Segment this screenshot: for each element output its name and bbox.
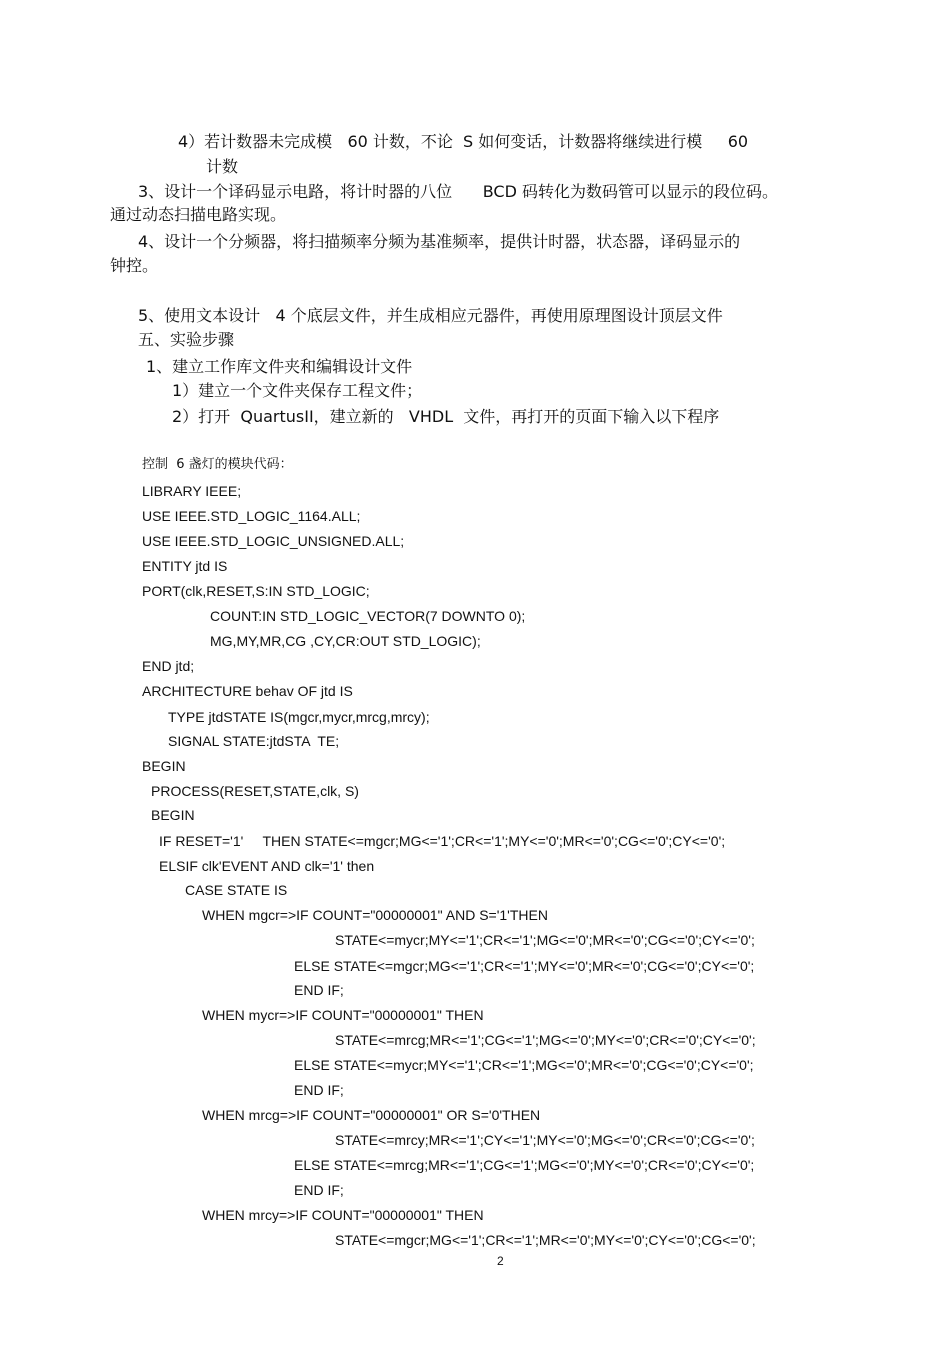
code-line: END IF; (294, 982, 344, 998)
code-line: MG,MY,MR,CG ,CY,CR:OUT STD_LOGIC); (210, 633, 481, 649)
code-line: END IF; (294, 1182, 344, 1198)
code-line: ELSE STATE<=mgcr;MG<='1';CR<='1';MY<='0';MR<='0';CG<='0';CY<='0'; (294, 958, 755, 974)
code-line: ELSE STATE<=mrcg;MR<='1';CG<='1';MG<='0';MY<='0';CR<='0';CY<='0'; (294, 1157, 755, 1173)
code-line: ELSIF clk'EVENT AND clk='1' then (159, 858, 375, 874)
code-line: STATE<=mrcy;MR<='1';CY<='1';MY<='0';MG<='0';CR<='0';CG<='0'; (335, 1132, 755, 1148)
page-number: 2 (497, 1254, 504, 1268)
code-line: ARCHITECTURE behav OF jtd IS (142, 683, 353, 699)
code-line: IF RESET='1' THEN STATE<=mgcr;MG<='1';CR<='1';MY<='0';MR<='0';CG<='0';CY<='0'; (159, 833, 726, 849)
code-line: USE IEEE.STD_LOGIC_1164.ALL; (142, 508, 361, 524)
step-4-line-2: 计数 (206, 157, 239, 176)
code-line: STATE<=mrcg;MR<='1';CG<='1';MG<='0';MY<='0';CR<='0';CY<='0'; (335, 1032, 756, 1048)
code-line: PROCESS(RESET,STATE,clk, S) (151, 783, 359, 799)
code-line: TYPE jtdSTATE IS(mgcr,mycr,mrcg,mrcy); (168, 709, 430, 725)
item-4-line-1: 4、设计一个分频器，将扫描频率分频为基准频率，提供计时器，状态器，译码显示的 (138, 232, 741, 251)
code-line: STATE<=mycr;MY<='1';CR<='1';MG<='0';MR<='0';CG<='0';CY<='0'; (335, 932, 755, 948)
code-line: ENTITY jtd IS (142, 558, 228, 574)
code-line: WHEN mycr=>IF COUNT="00000001" THEN (202, 1007, 484, 1023)
code-line: BEGIN (142, 758, 186, 774)
step-4-line-1: 4）若计数器未完成模 60 计数，不论 S 如何变话，计数器将继续进行模 60 (178, 132, 749, 151)
code-line: CASE STATE IS (185, 882, 288, 898)
code-line: END IF; (294, 1082, 344, 1098)
code-line: ELSE STATE<=mycr;MY<='1';CR<='1';MG<='0';MR<='0';CG<='0';CY<='0'; (294, 1057, 754, 1073)
step-1-heading: 1、建立工作库文件夹和编辑设计文件 (146, 357, 413, 376)
item-5-line: 5、使用文本设计 4 个底层文件，并生成相应元器件，再使用原理图设计顶层文件 (138, 306, 723, 325)
code-title: 控制 6 盏灯的模块代码： (142, 457, 293, 472)
substep-2: 2）打开 QuartusII，建立新的 VHDL 文件，再打开的页面下输入以下程序 (172, 407, 720, 426)
substep-1: 1）建立一个文件夹保存工程文件； (172, 381, 423, 400)
code-line: BEGIN (151, 807, 195, 823)
item-4-line-2: 钟控。 (110, 256, 159, 275)
code-line: STATE<=mgcr;MG<='1';CR<='1';MR<='0';MY<='0';CY<='0';CG<='0'; (335, 1232, 756, 1248)
code-line: LIBRARY IEEE; (142, 483, 242, 499)
section-heading-steps: 五、实验步骤 (138, 330, 235, 349)
code-line: SIGNAL STATE:jtdSTA TE; (168, 733, 340, 749)
code-line: PORT(clk,RESET,S:IN STD_LOGIC; (142, 583, 370, 599)
code-line: WHEN mrcy=>IF COUNT="00000001" THEN (202, 1207, 484, 1223)
item-3-line-2: 通过动态扫描电路实现。 (110, 205, 287, 224)
item-3-line-1: 3、设计一个译码显示电路，将计时器的八位 BCD 码转化为数码管可以显示的段位码。 (138, 182, 778, 201)
code-line: USE IEEE.STD_LOGIC_UNSIGNED.ALL; (142, 533, 405, 549)
code-line: WHEN mgcr=>IF COUNT="00000001" AND S='1'THEN (202, 907, 548, 923)
code-line: END jtd; (142, 658, 195, 674)
code-line: WHEN mrcg=>IF COUNT="00000001" OR S='0'THEN (202, 1107, 541, 1123)
code-line: COUNT:IN STD_LOGIC_VECTOR(7 DOWNTO 0); (210, 608, 526, 624)
